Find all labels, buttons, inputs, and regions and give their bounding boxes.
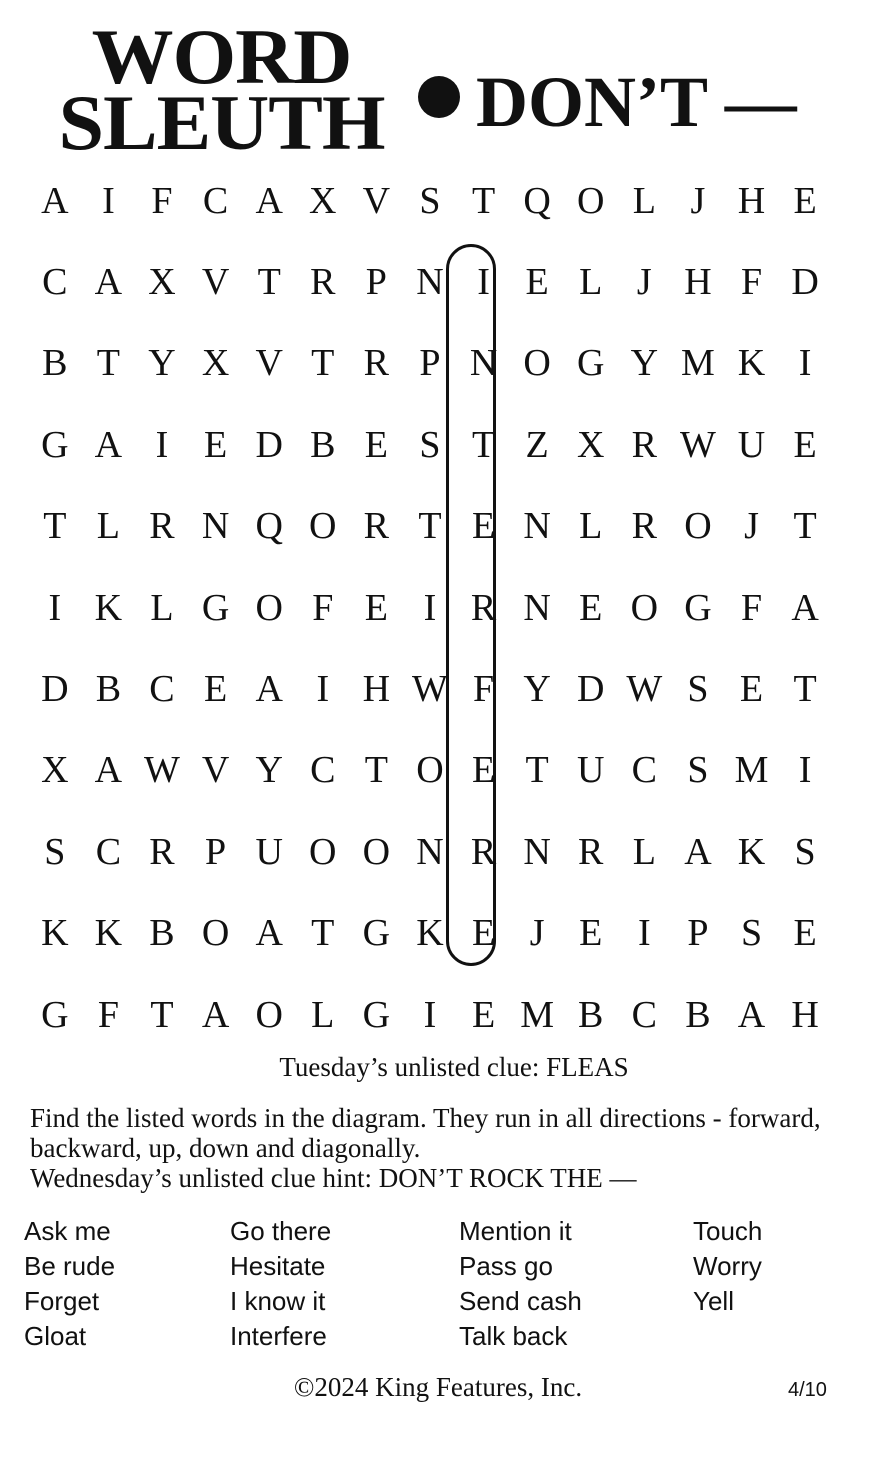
grid-letter[interactable]: R <box>470 586 497 629</box>
word-item: Send cash <box>459 1286 582 1316</box>
word-item: I know it <box>230 1286 326 1316</box>
grid-letter[interactable]: L <box>311 993 335 1036</box>
grid-letter[interactable]: N <box>201 505 230 548</box>
word-item: Go there <box>230 1216 332 1246</box>
grid-letter[interactable]: S <box>687 668 709 711</box>
grid-letter[interactable]: M <box>681 342 715 385</box>
grid-letter[interactable]: S <box>419 423 441 466</box>
grid-letter[interactable]: I <box>102 179 115 222</box>
grid-letter[interactable]: E <box>579 912 603 955</box>
grid-letter[interactable]: R <box>310 261 336 304</box>
grid-letter[interactable]: S <box>44 830 66 873</box>
word-item: Hesitate <box>230 1251 326 1281</box>
grid-letter[interactable]: B <box>578 993 604 1036</box>
grid-letter[interactable]: T <box>311 912 335 955</box>
grid-letter[interactable]: M <box>734 749 769 792</box>
puzzle-date: 4/10 <box>788 1379 827 1401</box>
grid-letter[interactable]: S <box>687 749 709 792</box>
grid-letter[interactable]: V <box>201 261 230 304</box>
grid-letter[interactable]: X <box>148 261 176 304</box>
grid-letter[interactable]: V <box>255 342 283 385</box>
grid-letter[interactable]: I <box>798 749 812 792</box>
grid-letter[interactable]: F <box>97 993 119 1036</box>
hint-text: Wednesday’s unlisted clue hint: DON’T ROCK THE — <box>30 1163 637 1193</box>
grid-letter[interactable]: U <box>737 423 766 466</box>
grid-letter[interactable]: T <box>311 342 335 385</box>
grid-letter[interactable]: U <box>577 749 605 792</box>
grid-letter[interactable]: T <box>471 179 496 222</box>
grid-letter[interactable]: G <box>577 342 605 385</box>
grid-letter[interactable]: W <box>679 423 716 466</box>
grid-letter[interactable]: C <box>149 668 175 711</box>
grid-letter[interactable]: R <box>631 423 657 466</box>
grid-letter[interactable]: T <box>793 505 817 548</box>
grid-letter[interactable]: T <box>418 505 442 548</box>
grid-letter[interactable]: E <box>793 912 817 955</box>
grid-letter[interactable]: L <box>96 505 120 548</box>
grid-letter[interactable]: E <box>471 505 496 548</box>
grid-letter[interactable]: I <box>423 993 437 1036</box>
grid-letter[interactable]: O <box>255 586 283 629</box>
grid-letter[interactable]: J <box>529 912 545 955</box>
grid-letter[interactable]: J <box>744 505 759 548</box>
grid-letter[interactable]: J <box>636 261 652 304</box>
title-line-sleuth: SLEUTH <box>58 79 385 166</box>
grid-letter[interactable]: X <box>309 179 337 222</box>
letter-grid <box>28 160 832 1055</box>
word-item: Worry <box>693 1251 762 1281</box>
grid-letter[interactable]: Y <box>148 342 176 385</box>
grid-letter[interactable]: I <box>316 668 330 711</box>
grid-letter[interactable]: L <box>632 179 656 222</box>
grid-letter[interactable]: L <box>632 830 656 873</box>
puzzle-theme: DON’T — <box>476 62 797 142</box>
grid-letter[interactable]: T <box>525 749 549 792</box>
grid-letter[interactable]: I <box>423 586 437 629</box>
grid-letter[interactable]: A <box>201 993 230 1036</box>
unlisted-clue: Tuesday’s unlisted clue: FLEAS <box>279 1052 629 1082</box>
word-item: Mention it <box>459 1216 572 1246</box>
word-item: Talk back <box>459 1321 568 1351</box>
grid-letter[interactable]: R <box>363 342 390 385</box>
grid-letter[interactable]: K <box>94 586 123 629</box>
grid-letter[interactable]: P <box>205 830 227 873</box>
word-item: Be rude <box>24 1251 116 1281</box>
grid-letter[interactable]: E <box>203 423 228 466</box>
grid-letter[interactable]: O <box>523 342 551 385</box>
grid-letter[interactable]: D <box>255 423 283 466</box>
grid-letter[interactable]: R <box>470 830 497 873</box>
grid-letter[interactable]: O <box>416 749 444 792</box>
grid-letter[interactable]: B <box>310 423 336 466</box>
grid-letter[interactable]: G <box>41 423 69 466</box>
grid-letter[interactable]: P <box>365 261 387 304</box>
word-column-2 <box>230 1214 331 1354</box>
grid-letter[interactable]: I <box>48 586 62 629</box>
grid-letter[interactable]: A <box>791 586 819 629</box>
grid-letter[interactable]: H <box>791 993 819 1036</box>
grid-letter[interactable]: A <box>94 261 123 304</box>
grid-letter[interactable]: A <box>684 830 712 873</box>
grid-letter[interactable]: E <box>364 423 388 466</box>
grid-letter[interactable]: Y <box>255 749 283 792</box>
word-item: Pass go <box>459 1251 553 1281</box>
grid-letter[interactable]: C <box>631 993 657 1036</box>
grid-letter[interactable]: G <box>201 586 230 629</box>
grid-letter[interactable]: R <box>149 830 175 873</box>
grid-letter[interactable]: F <box>740 261 763 304</box>
grid-letter[interactable]: G <box>41 993 69 1036</box>
instructions-block <box>30 1103 850 1193</box>
grid-letter[interactable]: O <box>362 830 391 873</box>
grid-letter[interactable]: W <box>144 749 180 792</box>
grid-letter[interactable]: O <box>255 993 283 1036</box>
grid-letter[interactable]: K <box>737 830 766 873</box>
grid-letter[interactable]: L <box>579 261 603 304</box>
grid-letter[interactable]: N <box>523 830 551 873</box>
grid-letter[interactable]: N <box>416 261 444 304</box>
grid-letter[interactable]: B <box>685 993 711 1036</box>
grid-letter[interactable]: W <box>412 668 448 711</box>
grid-letter[interactable]: E <box>471 912 496 955</box>
grid-letter[interactable]: N <box>523 505 551 548</box>
grid-letter[interactable]: J <box>690 179 706 222</box>
grid-letter[interactable]: E <box>203 668 228 711</box>
grid-letter[interactable]: G <box>362 912 391 955</box>
grid-letter[interactable]: T <box>257 261 281 304</box>
grid-letter[interactable]: E <box>471 993 496 1036</box>
grid-letter[interactable]: C <box>310 749 336 792</box>
word-item: Gloat <box>24 1321 87 1351</box>
grid-letter[interactable]: A <box>94 749 123 792</box>
word-item: Forget <box>24 1286 100 1316</box>
grid-letter[interactable]: U <box>255 830 283 873</box>
grid-letter[interactable]: L <box>150 586 174 629</box>
grid-letter[interactable]: O <box>684 505 712 548</box>
grid-letter[interactable]: T <box>793 668 817 711</box>
grid-letter[interactable]: O <box>201 912 230 955</box>
grid-letter[interactable]: D <box>41 668 69 711</box>
grid-letter[interactable]: C <box>42 261 68 304</box>
grid-letter[interactable]: E <box>525 261 549 304</box>
grid-letter[interactable]: O <box>577 179 605 222</box>
grid-letter[interactable]: C <box>202 179 229 222</box>
grid-letter[interactable]: E <box>739 668 764 711</box>
answer-circle <box>446 244 496 966</box>
grid-letter[interactable]: E <box>579 586 603 629</box>
grid-letter[interactable]: Q <box>523 179 551 222</box>
grid-letter[interactable]: Y <box>630 342 659 385</box>
grid-letter[interactable]: G <box>362 993 391 1036</box>
grid-letter[interactable]: P <box>419 342 441 385</box>
grid-letter[interactable]: A <box>94 423 123 466</box>
grid-letter[interactable]: B <box>95 668 122 711</box>
grid-letter[interactable]: V <box>362 179 391 222</box>
grid-letter[interactable]: R <box>149 505 175 548</box>
word-item: Touch <box>693 1216 763 1246</box>
grid-letter[interactable]: E <box>471 749 496 792</box>
grid-letter[interactable]: E <box>793 179 817 222</box>
grid-letter[interactable]: R <box>631 505 657 548</box>
grid-letter[interactable]: T <box>150 993 174 1036</box>
grid-letter[interactable]: I <box>638 912 651 955</box>
grid-letter[interactable]: I <box>477 261 490 304</box>
grid-letter[interactable]: R <box>578 830 604 873</box>
grid-letter[interactable]: D <box>577 668 605 711</box>
grid-letter[interactable]: Z <box>525 423 549 466</box>
word-item: Interfere <box>230 1321 327 1351</box>
grid-letter[interactable]: K <box>94 912 123 955</box>
grid-letter[interactable]: F <box>151 179 173 222</box>
grid-letter[interactable]: N <box>469 342 498 385</box>
grid-letter[interactable]: H <box>362 668 391 711</box>
grid-letter[interactable]: D <box>791 261 819 304</box>
grid-letter[interactable]: R <box>363 505 390 548</box>
grid-letter[interactable]: N <box>523 586 551 629</box>
grid-letter[interactable]: V <box>201 749 230 792</box>
grid-letter[interactable]: T <box>471 423 496 466</box>
grid-letter[interactable]: I <box>798 342 812 385</box>
grid-letter[interactable]: Y <box>523 668 551 711</box>
grid-letter[interactable]: B <box>149 912 175 955</box>
grid-letter[interactable]: F <box>740 586 763 629</box>
grid-letter[interactable]: T <box>96 342 120 385</box>
grid-letter[interactable]: S <box>794 830 816 873</box>
grid-letter[interactable]: T <box>364 749 388 792</box>
puzzle-title <box>22 13 421 166</box>
grid-letter[interactable]: O <box>630 586 659 629</box>
grid-letter[interactable]: A <box>737 993 766 1036</box>
grid-letter[interactable]: E <box>364 586 388 629</box>
grid-letter[interactable]: F <box>312 586 334 629</box>
word-column-3 <box>459 1214 582 1354</box>
instructions-text: Find the listed words in the diagram. They run in all directions - forward, backward, up, down and diagonally. <box>30 1103 821 1163</box>
grid-letter[interactable]: X <box>201 342 230 385</box>
grid-letter[interactable]: O <box>309 830 337 873</box>
word-column-4 <box>693 1214 762 1319</box>
grid-letter[interactable]: O <box>309 505 337 548</box>
word-item: Ask me <box>24 1216 111 1246</box>
grid-letter[interactable]: H <box>684 261 712 304</box>
grid-letter[interactable]: N <box>416 830 444 873</box>
word-column-1 <box>24 1214 115 1354</box>
grid-letter[interactable]: K <box>416 912 444 955</box>
grid-letter[interactable]: G <box>684 586 712 629</box>
grid-letter[interactable]: C <box>631 749 657 792</box>
word-item: Yell <box>693 1286 734 1316</box>
grid-letter[interactable]: L <box>579 505 603 548</box>
grid-letter[interactable]: C <box>95 830 122 873</box>
grid-letter[interactable]: E <box>793 423 817 466</box>
grid-letter[interactable]: S <box>740 912 763 955</box>
grid-letter[interactable]: H <box>737 179 766 222</box>
grid-letter[interactable]: W <box>626 668 663 711</box>
grid-letter[interactable]: M <box>520 993 555 1036</box>
grid-letter[interactable]: I <box>155 423 169 466</box>
bullet-icon <box>418 76 460 118</box>
copyright-notice: ©2024 King Features, Inc. <box>293 1372 583 1402</box>
grid-letter[interactable]: K <box>737 342 766 385</box>
grid-letter[interactable]: K <box>41 912 69 955</box>
grid-letter[interactable]: X <box>577 423 605 466</box>
grid-letter[interactable]: A <box>255 668 283 711</box>
grid-letter[interactable]: F <box>472 668 495 711</box>
grid-letter[interactable]: A <box>255 179 283 222</box>
grid-letter[interactable]: P <box>687 912 709 955</box>
grid-letter[interactable]: T <box>43 505 67 548</box>
grid-letter[interactable]: B <box>42 342 68 385</box>
grid-letter[interactable]: Q <box>255 505 283 548</box>
grid-letter[interactable]: X <box>41 749 69 792</box>
grid-letter[interactable]: A <box>255 912 283 955</box>
grid-letter[interactable]: S <box>419 179 441 222</box>
title-line-word: WORD <box>91 13 352 100</box>
grid-letter[interactable]: A <box>41 179 69 222</box>
